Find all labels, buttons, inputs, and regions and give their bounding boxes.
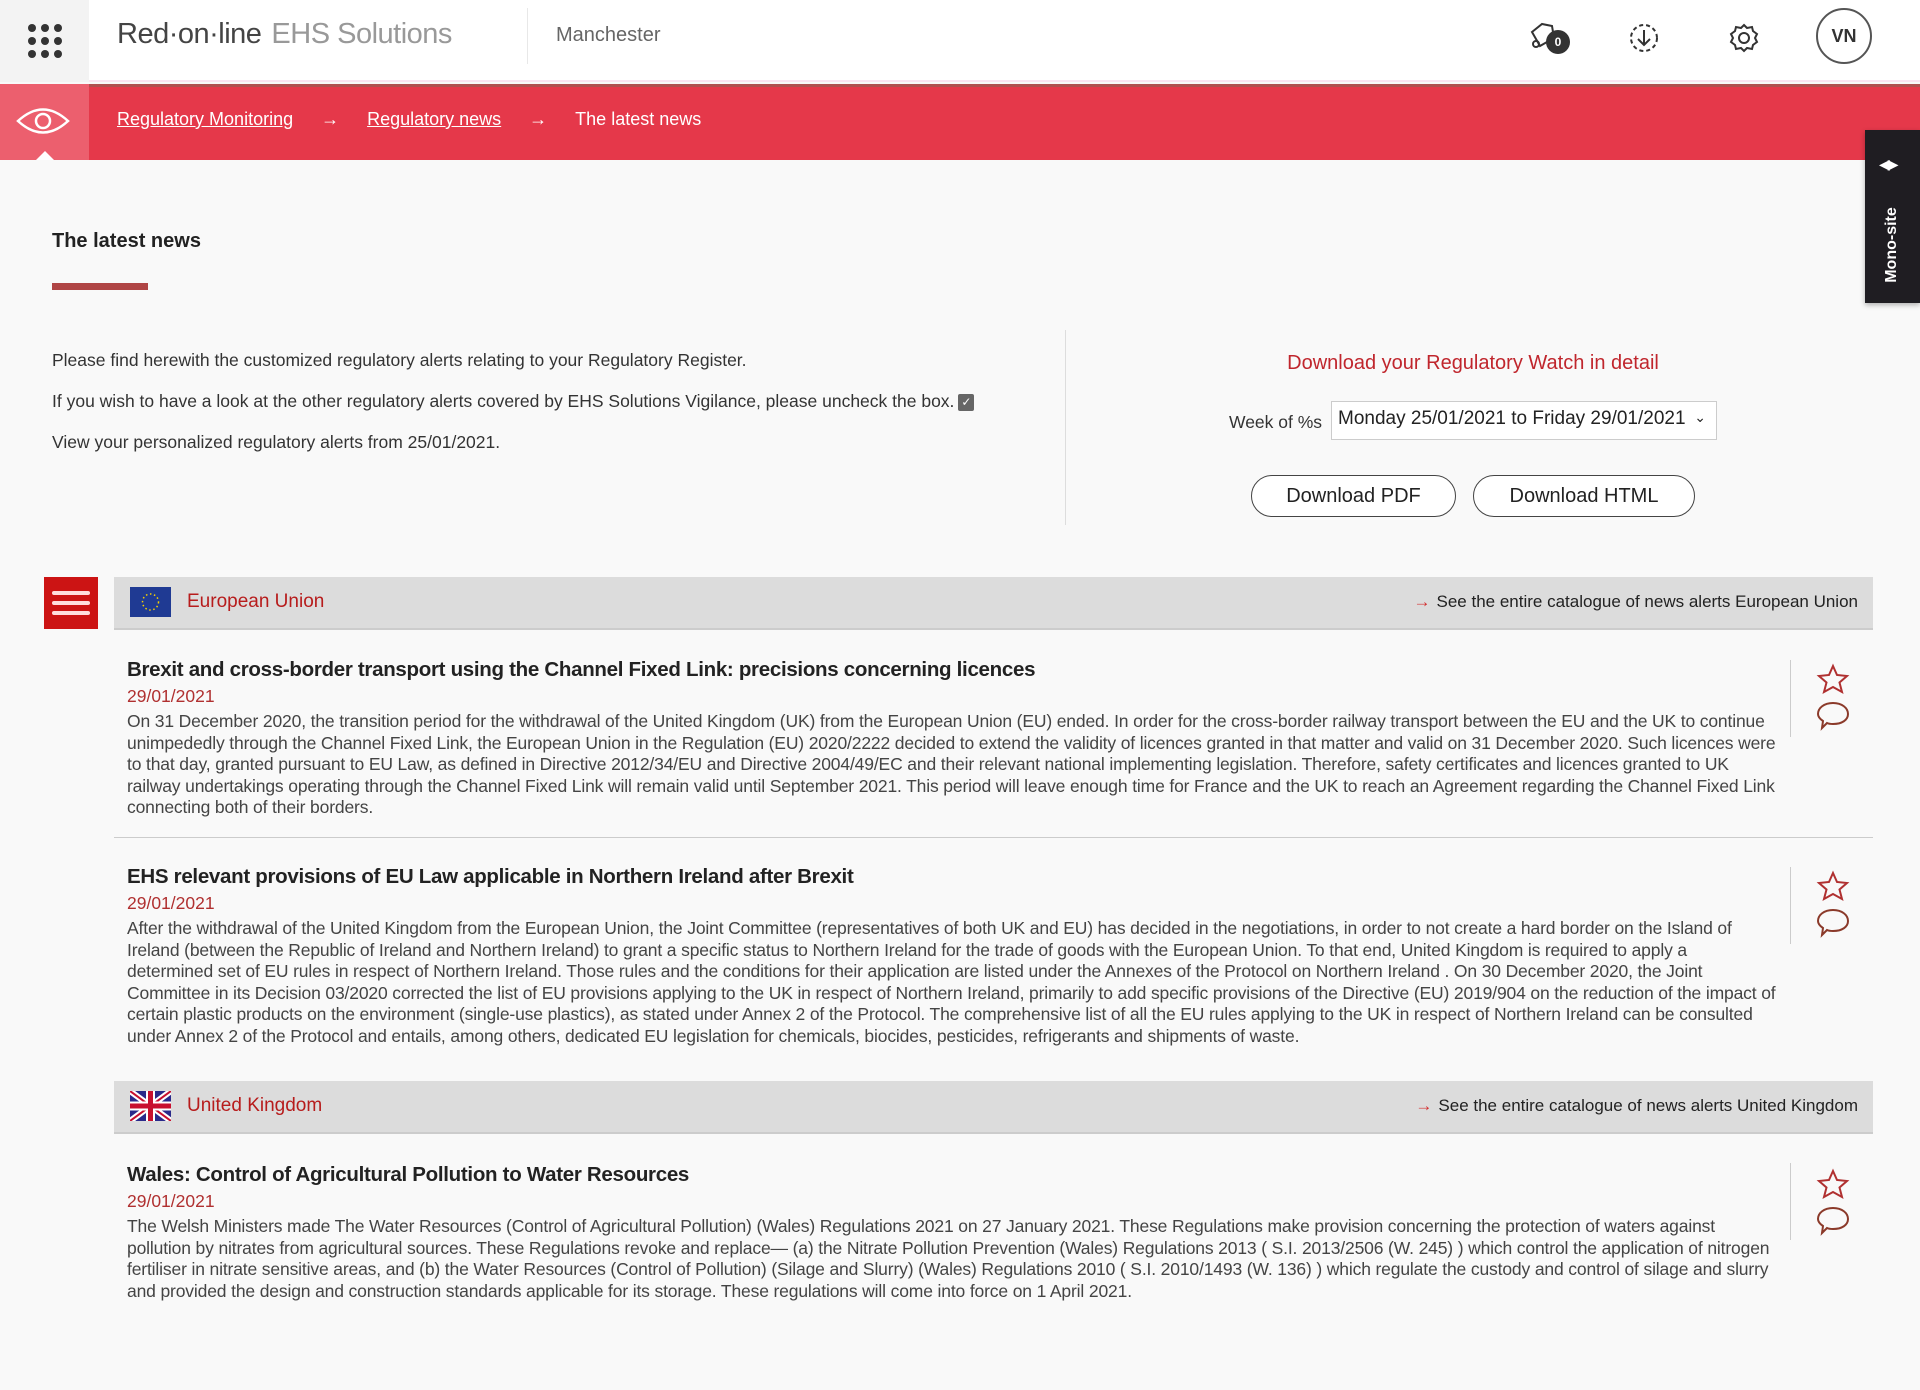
page-title: The latest news [52, 230, 201, 252]
eu-flag-icon [130, 587, 171, 617]
star-icon[interactable] [1816, 870, 1850, 902]
breadcrumb [117, 109, 701, 130]
news-article [127, 1163, 1777, 1302]
download-history-icon[interactable] [1624, 18, 1664, 58]
article-title[interactable]: Wales: Control of Agricultural Pollution to Water Resources [127, 1163, 690, 1186]
news-article [127, 658, 1777, 819]
arrow-right-icon: → [529, 109, 548, 129]
see-catalogue-link[interactable]: → See the entire catalogue of news alerts European Union [1413, 592, 1858, 611]
download-heading: Download your Regulatory Watch in detail [1287, 352, 1659, 374]
star-icon[interactable] [1816, 663, 1850, 695]
intro-filter-text: If you wish to have a look at the other regulatory alerts covered by EHS Solutions Vigilance, please uncheck the box. ✓ [52, 391, 974, 412]
article-date: 29/01/2021 [127, 1191, 215, 1211]
category-bar-eu [114, 577, 1873, 630]
left-right-arrows-icon: ◀▶ [1879, 156, 1897, 172]
menu-button[interactable] [44, 577, 98, 629]
user-avatar[interactable]: VN [1816, 8, 1872, 64]
section-divider [1065, 330, 1066, 525]
site-name[interactable]: Manchester [556, 24, 661, 46]
gear-icon[interactable] [1724, 18, 1764, 58]
comment-icon[interactable] [1816, 906, 1850, 938]
category-name: United Kingdom [187, 1095, 323, 1116]
arrow-right-icon: → [321, 109, 340, 129]
hamburger-icon [52, 591, 90, 595]
actions-divider [1790, 1163, 1791, 1240]
see-catalogue-link[interactable]: → See the entire catalogue of news alerts United Kingdom [1415, 1096, 1858, 1115]
article-body: After the withdrawal of the United Kingdom from the European Union, the Joint Committee (representatives of both UK and EU) has decided in the negotiations, in order to not create a hard border on the Island of Ireland (between the Republic of Ireland and Northern Ireland) to grant a specific status to Northern Ireland for the trade of goods with the European Union. To that end, United Kingdom is required to apply a determined set of EU rules in respect of Northern Ireland. Those rules and the conditions for their application are listed under the Annexes of the Protocol on Northern Ireland . On 30 December 2020, the Joint Committee in its Decision 03/2020 corrected the list of EU provisions applying to the UK in respect of Northern Ireland, primarily to add specific provisions of the Directive (EU) 2019/904 on the reduction of the impact of certain plastic products on the environment (single-use plastics), as stated under Annex 2 of the Protocol. The comprehensive list of all the EU rules applying to the UK in respect of Northern Ireland can be consulted under Annex 2 of the Protocol and entails, among others, dedicated EU legislation for chemicals, biocides, pesticides, refrigerants and shipments of waste. [127, 918, 1776, 1046]
regulatory-monitoring-module-button[interactable] [0, 84, 89, 160]
grid-icon [28, 24, 62, 58]
mono-site-toggle-tab[interactable]: ◀▶ Mono-site [1865, 130, 1920, 303]
comment-icon[interactable] [1816, 1204, 1850, 1236]
breadcrumb-regulatory-monitoring[interactable]: Regulatory Monitoring [117, 109, 294, 129]
intro-text: Please find herewith the customized regulatory alerts relating to your Regulatory Register. [52, 350, 747, 370]
week-label: Week of %s [1229, 412, 1323, 432]
star-icon[interactable] [1816, 1168, 1850, 1200]
article-body: On 31 December 2020, the transition period for the withdrawal of the United Kingdom (UK) from the European Union (EU) ended. In order for the cross-border railway transport between the EU and the UK to continue unimpededly through the Channel Fixed Link, the European Union in the Regulation (EU) 2020/2222 decided to extend the validity of licences granted in that matter and valid on 31 December 2020. Such licences were to that day, granted pursuant to EU Law, as defined in Directive 2012/34/EU and Directive 2004/49/EC and their relevant national implementing legislation. Therefore, safety certificates and licences granted to UK railway undertakings operating through the Channel Fixed Link will remain valid until September 2021. This period will leave enough time for France and the UK to reach an Agreement regarding the Channel Fixed Link connecting both of their borders. [127, 711, 1776, 818]
download-pdf-button[interactable]: Download PDF [1251, 475, 1456, 517]
app-launcher-button[interactable] [0, 0, 89, 82]
article-title[interactable]: EHS relevant provisions of EU Law applicable in Northern Ireland after Brexit [127, 865, 854, 888]
download-html-button[interactable]: Download HTML [1473, 475, 1695, 517]
actions-divider [1790, 660, 1791, 737]
article-separator [114, 837, 1873, 838]
article-title[interactable]: Brexit and cross-border transport using the Channel Fixed Link: precisions concerning licences [127, 658, 1036, 681]
news-article [127, 865, 1777, 1048]
logo[interactable]: Red·on·line EHS Solutions [117, 18, 452, 50]
personalized-filter-checkbox[interactable]: ✓ [958, 394, 974, 411]
comment-icon[interactable] [1816, 699, 1850, 731]
article-body: The Welsh Ministers made The Water Resources (Control of Agricultural Pollution) (Wales) Regulations 2021 on 27 January 2021. These Regulations make provision concerning the protection of waters against pollution by nitrates from agricultural sources. These Regulations revoke and replace— (a) the Nitrate Pollution Prevention (Wales) Regulations 2013 ( S.I. 2013/2506 (W. 245) ) which control the application of nitrogen fertiliser in nitrate sensitive areas, and (b) the Water Resources (Control of Pollution) (Silage and Slurry) (Wales) Regulations 2010 ( S.I. 2010/1493 (W. 136) ) which regulate the custody and control of silage and slurry and provided the design and construction standards applicable for its storage. These regulations will come into force on 1 April 2021. [127, 1216, 1770, 1301]
header-divider [527, 8, 528, 64]
notification-count-badge: 0 [1546, 30, 1570, 54]
title-underline [52, 283, 148, 290]
category-bar-uk [114, 1081, 1873, 1134]
uk-flag-icon [130, 1091, 171, 1121]
chevron-down-icon: ⌄ [1694, 409, 1706, 425]
actions-divider [1790, 867, 1791, 944]
breadcrumb-current: The latest news [575, 109, 702, 129]
breadcrumb-regulatory-news[interactable]: Regulatory news [367, 109, 502, 129]
article-date: 29/01/2021 [127, 686, 215, 706]
category-name: European Union [187, 591, 325, 612]
article-date: 29/01/2021 [127, 893, 215, 913]
week-select[interactable]: Monday 25/01/2021 to Friday 29/01/2021 ⌄ [1331, 401, 1717, 440]
arrow-right-icon: → [1413, 592, 1431, 611]
arrow-right-icon: → [1415, 1096, 1433, 1115]
intro-date-text: View your personalized regulatory alerts from 25/01/2021. [52, 432, 501, 452]
eye-icon [15, 104, 71, 138]
